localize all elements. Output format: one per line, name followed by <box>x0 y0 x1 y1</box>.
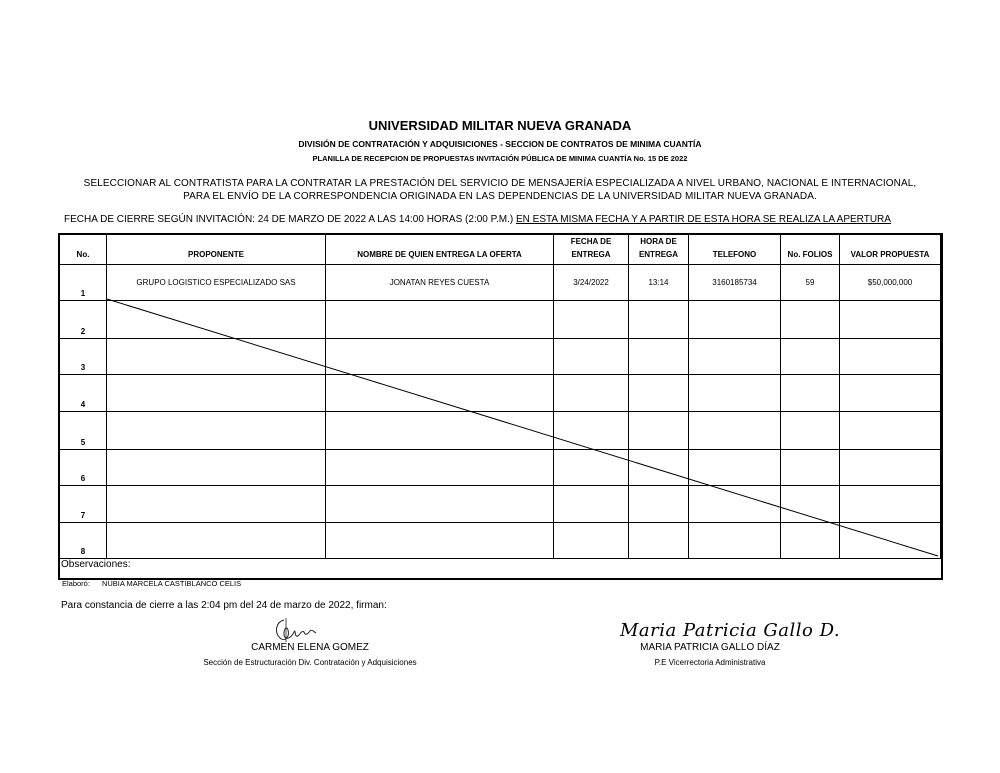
closing-date-line <box>64 214 891 225</box>
elaboro-name: NUBIA MARCELA CASTIBLANCO CELIS <box>101 579 242 588</box>
row-number: 8 <box>60 523 107 559</box>
description <box>0 177 1000 203</box>
signature-carmen <box>272 616 322 644</box>
header-fecha-line2: ENTREGA <box>571 250 611 259</box>
signer-2-role: P.E Vicerrectoria Administrativa <box>654 658 766 667</box>
cell-hora: 13:14 <box>629 265 689 301</box>
cell-proponente: GRUPO LOGISTICO ESPECIALIZADO SAS <box>107 265 326 301</box>
observaciones-label: Observaciones: <box>61 559 131 570</box>
row-number: 1 <box>60 265 107 301</box>
proposals-table <box>59 234 941 559</box>
header-proponente: PROPONENTE <box>107 235 326 265</box>
table-row <box>60 339 941 375</box>
table-row <box>60 412 941 450</box>
header-folios: No. FOLIOS <box>781 235 840 265</box>
row-number: 4 <box>60 375 107 412</box>
header-no: No. <box>60 235 107 265</box>
table-row <box>60 265 941 301</box>
table-row <box>60 450 941 486</box>
signer-1-role: Sección de Estructuración Div. Contratación y Adquisiciones <box>203 658 417 667</box>
elaboro-label: Elaboró: <box>62 579 90 588</box>
signature-maria: Maria Patricia Gallo D. <box>620 620 841 641</box>
table-row <box>60 301 941 339</box>
cell-folios: 59 <box>781 265 840 301</box>
division-title: DIVISIÓN DE CONTRATACIÓN Y ADQUISICIONES - SECCION DE CONTRATOS DE MINIMA CUANTÍA <box>298 139 702 149</box>
constancia-text: Para constancia de cierre a las 2:04 pm del 24 de marzo de 2022, firman: <box>61 600 387 611</box>
cell-telefono: 3160185734 <box>689 265 781 301</box>
header-nombre: NOMBRE DE QUIEN ENTREGA LA OFERTA <box>326 235 554 265</box>
university-title: UNIVERSIDAD MILITAR NUEVA GRANADA <box>368 118 632 133</box>
table-row <box>60 486 941 523</box>
closing-date-text: FECHA DE CIERRE SEGÚN INVITACIÓN: 24 DE MARZO DE 2022 A LAS 14:00 HORAS (2:00 P.M.) <box>64 214 516 225</box>
planilla-title: PLANILLA DE RECEPCION DE PROPUESTAS INVITACIÓN PÚBLICA DE MINIMA CUANTÍA No. 15 DE 2022 <box>312 154 688 163</box>
cell-fecha: 3/24/2022 <box>554 265 629 301</box>
signer-1-name: CARMEN ELENA GOMEZ <box>251 642 369 653</box>
row-number: 7 <box>60 486 107 523</box>
row-number: 6 <box>60 450 107 486</box>
description-line-2: PARA EL ENVÍO DE LA CORRESPONDENCIA ORIGINADA EN LAS DEPENDENCIAS DE LA UNIVERSIDAD MILITAR NUEVA GRANADA. <box>183 191 817 202</box>
row-number: 3 <box>60 339 107 375</box>
row-number: 5 <box>60 412 107 450</box>
header-valor: VALOR PROPUESTA <box>840 235 941 265</box>
cell-nombre: JONATAN REYES CUESTA <box>326 265 554 301</box>
elaboro-line <box>62 579 241 588</box>
header-hora-line1: HORA DE <box>640 237 677 246</box>
table-row <box>60 375 941 412</box>
signer-2-name: MARIA PATRICIA GALLO DÍAZ <box>640 642 780 653</box>
header-hora <box>629 235 689 265</box>
header-fecha-line1: FECHA DE <box>570 237 612 246</box>
header-hora-line2: ENTREGA <box>638 250 679 259</box>
table-row <box>60 523 941 559</box>
closing-date-underlined: EN ESTA MISMA FECHA Y A PARTIR DE ESTA HORA SE REALIZA LA APERTURA <box>516 214 891 225</box>
header-fecha <box>554 235 629 265</box>
cell-valor: $50,000,000 <box>840 265 941 301</box>
header-telefono: TELEFONO <box>689 235 781 265</box>
table-header-row <box>60 235 941 265</box>
row-number: 2 <box>60 301 107 339</box>
description-line-1: SELECCIONAR AL CONTRATISTA PARA LA CONTRATAR LA PRESTACIÓN DEL SERVICIO DE MENSAJERÍA ESPECIALIZADA A NIVEL URBANO, NACIONAL E INTERNACIONAL, <box>83 178 917 189</box>
